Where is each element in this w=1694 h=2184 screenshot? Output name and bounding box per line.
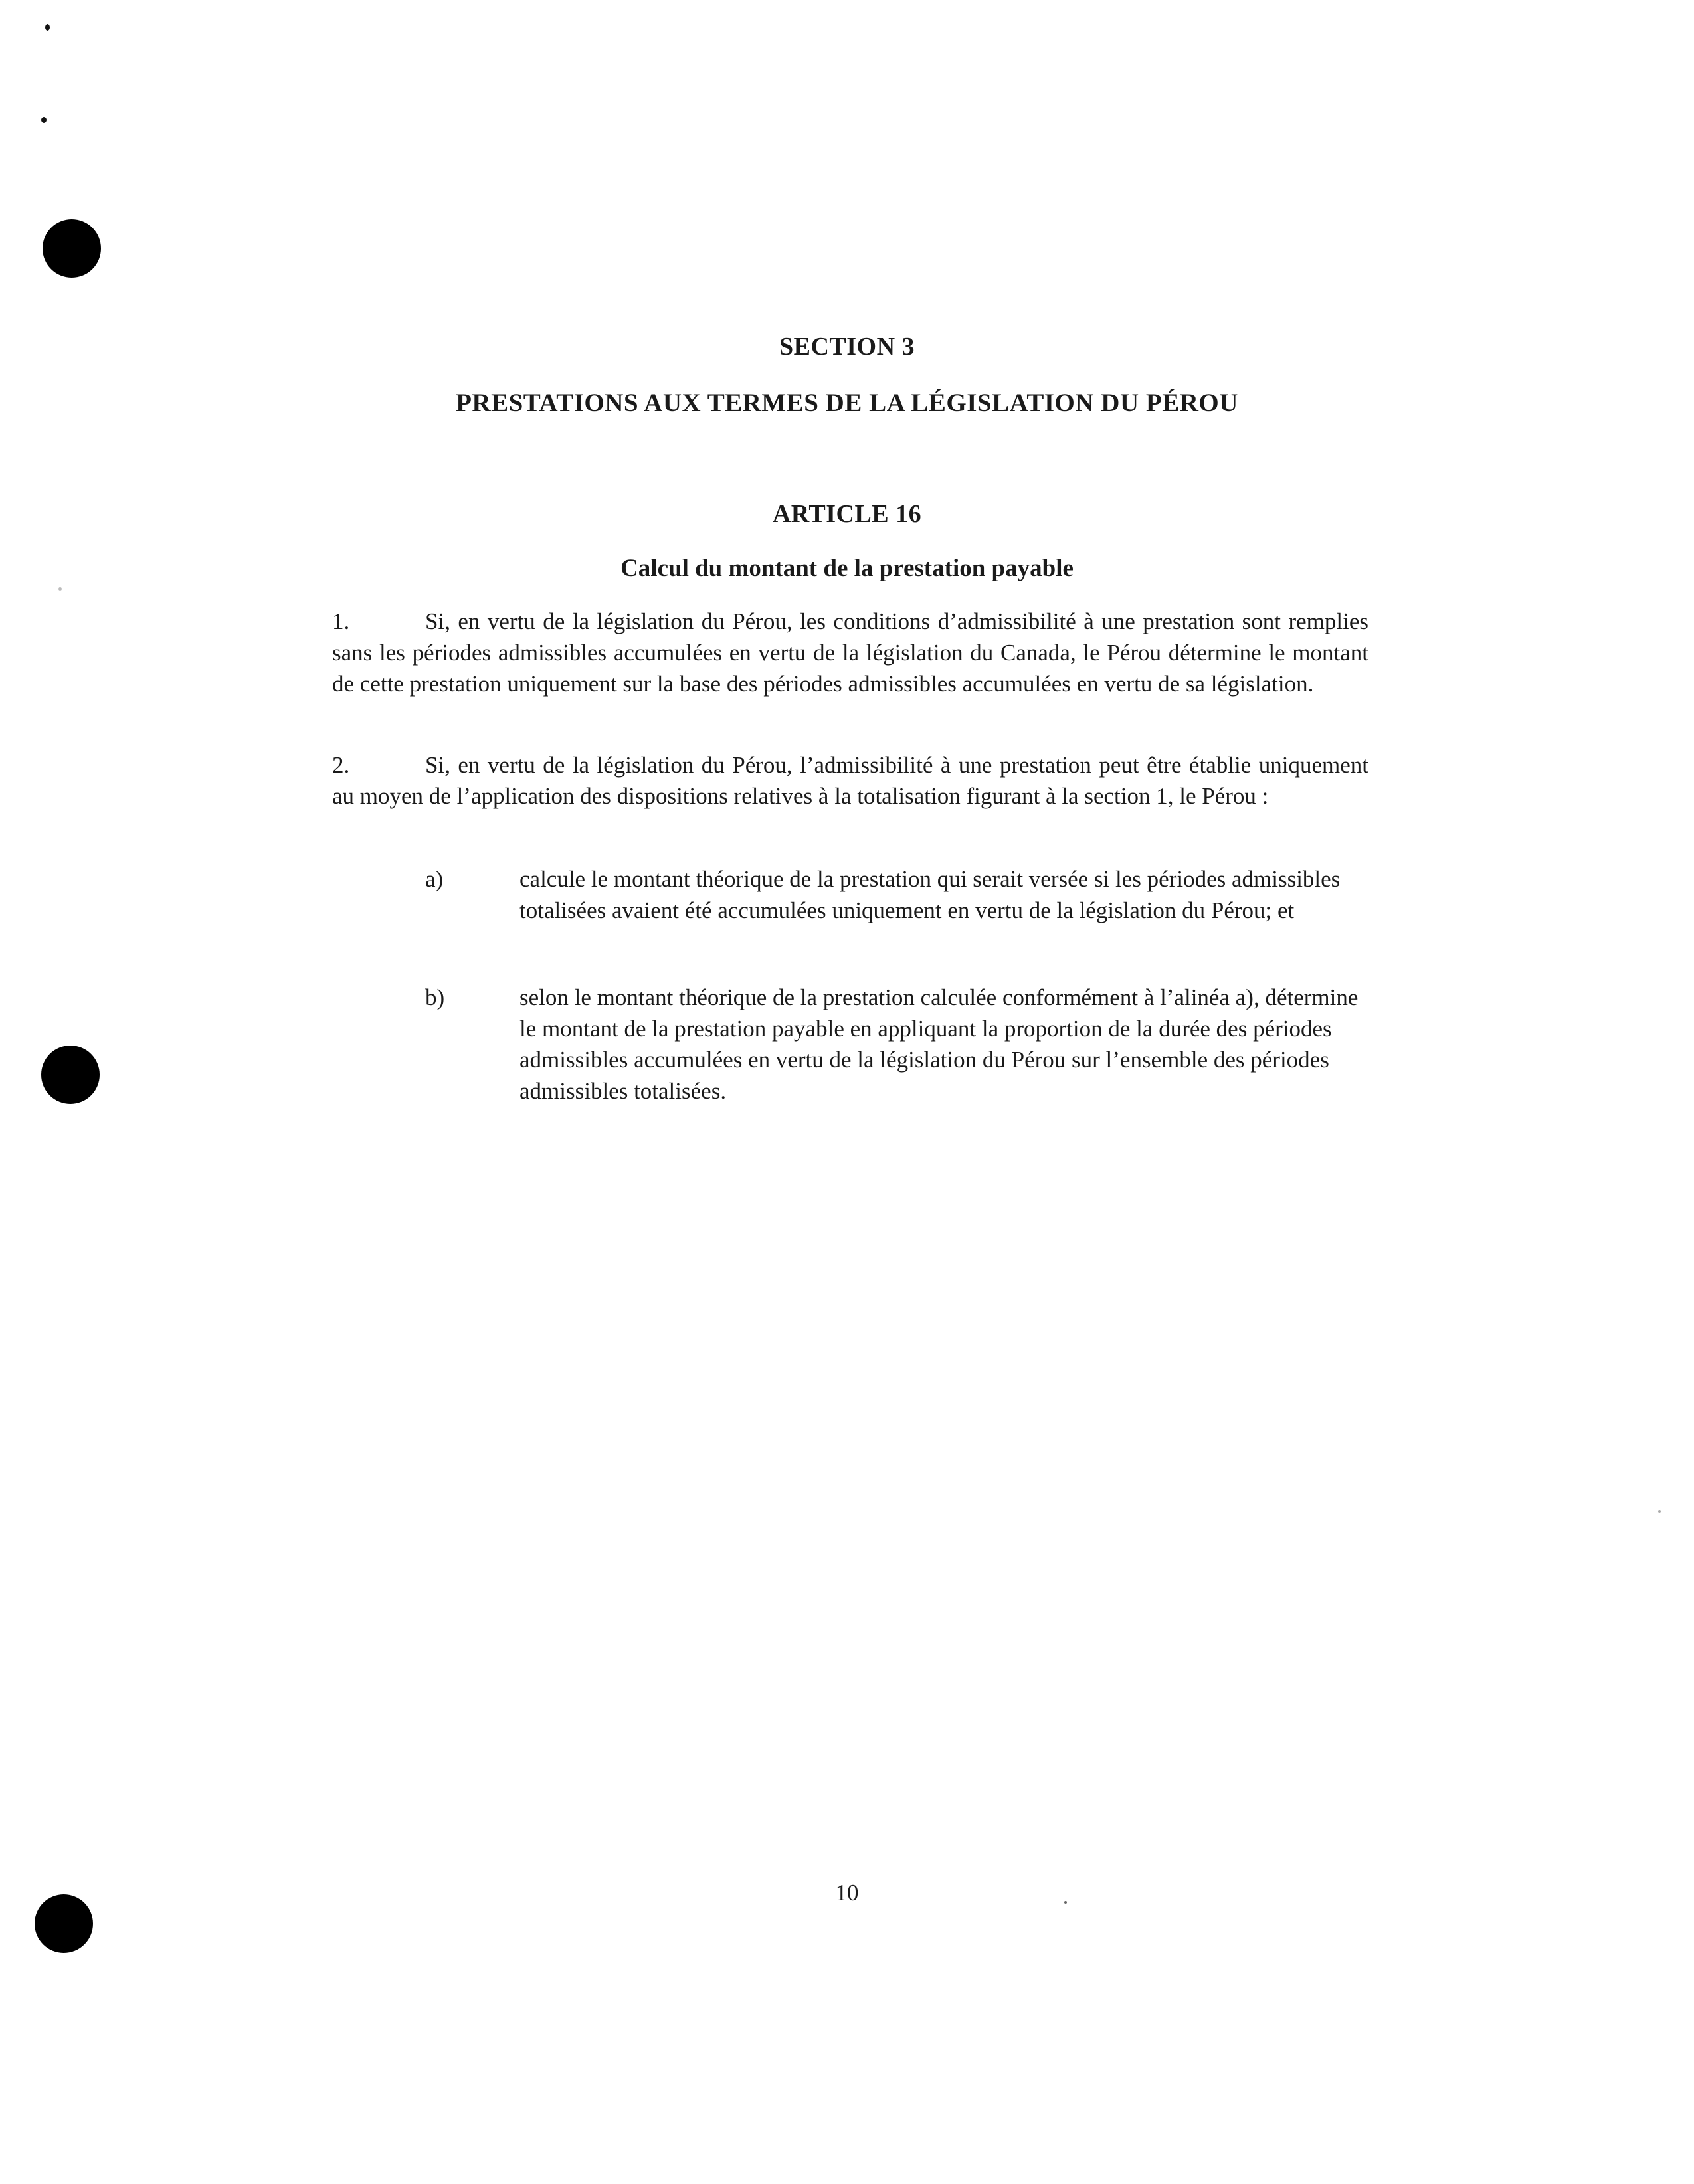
article-heading: ARTICLE 16 xyxy=(772,500,922,528)
list-item-text: selon le montant théorique de la prestation calculée conformément à l’alinéa a), détermine le montant de la prestation payable en appliquant la proportion de la durée des périodes admissibles accumulées en vertu de la législation du Pérou sur l’ensemble des périodes admissibles totalisées. xyxy=(519,984,1359,1104)
scan-speck xyxy=(45,24,50,31)
article-title: Calcul du montant de la prestation payable xyxy=(620,555,1074,582)
section-heading: SECTION 3 xyxy=(779,333,915,361)
list-item-label: b) xyxy=(425,984,445,1010)
paragraph-2 xyxy=(332,749,1368,812)
paragraph-text: Si, en vertu de la législation du Pérou, les conditions d’admissibilité à une prestation sont remplies sans les périodes admissibles accumulées en vertu de la législation du Canada, le Pérou détermine le montant de cette prestation uniquement sur la base des périodes admissibles accumulées en vertu de sa législation. xyxy=(332,608,1368,697)
punch-hole xyxy=(41,1046,100,1104)
list-item-text: calcule le montant théorique de la prestation qui serait versée si les périodes admissibles totalisées avaient été accumulées uniquement en vertu de la législation du Pérou; et xyxy=(519,866,1341,923)
list-item-b xyxy=(425,982,1368,1107)
punch-hole xyxy=(43,219,101,278)
paragraph-1 xyxy=(332,606,1368,699)
list-item-a xyxy=(425,864,1368,926)
paragraph-number: 1. xyxy=(332,608,350,634)
paragraph-text: Si, en vertu de la législation du Pérou, l’admissibilité à une prestation peut être établie uniquement au moyen de l’application des dispositions relatives à la totalisation figurant à la section 1, le Pérou : xyxy=(332,752,1368,809)
scan-speck xyxy=(1658,1510,1661,1513)
scan-speck xyxy=(58,587,62,591)
section-title: PRESTATIONS AUX TERMES DE LA LÉGISLATION DU PÉROU xyxy=(456,389,1238,417)
list-item-label: a) xyxy=(425,866,444,892)
scan-speck xyxy=(41,117,47,123)
paragraph-number: 2. xyxy=(332,752,350,778)
page-number: 10 xyxy=(835,1880,859,1906)
